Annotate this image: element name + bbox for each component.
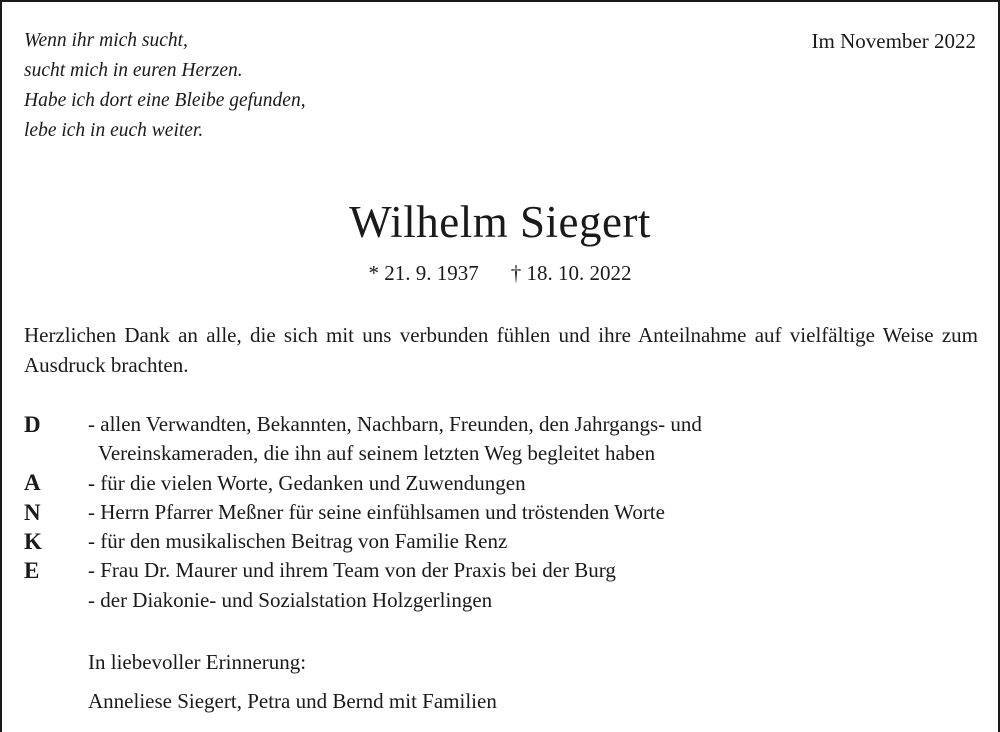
thanks-paragraph: Herzlichen Dank an alle, die sich mit uns verbunden fühlen und ihre Anteilnahme auf vielfältige Weise zum Ausdruck brachten.	[24, 323, 978, 377]
notice-date: Im November 2022	[811, 29, 976, 53]
list-item: - für den musikalischen Beitrag von Familie Renz	[88, 529, 508, 554]
birth-date: * 21. 9. 1937	[368, 261, 479, 285]
danke-letter: A	[24, 470, 41, 496]
list-item: - der Diakonie- und Sozialstation Holzgerlingen	[88, 587, 493, 612]
danke-letter: N	[24, 499, 41, 525]
danke-letter: K	[24, 528, 42, 554]
list-item: Vereinskameraden, die ihn auf seinem letzten Weg begleitet haben	[98, 441, 656, 466]
danke-letter: D	[24, 412, 41, 437]
poem-line: lebe ich in euch weiter.	[24, 120, 204, 141]
list-item: - allen Verwandten, Bekannten, Nachbarn, Freunden, den Jahrgangs- und	[88, 412, 702, 436]
danke-letter: E	[24, 558, 40, 584]
life-dates	[2, 258, 998, 288]
danke-vertical	[24, 410, 48, 585]
poem-line: Habe ich dort eine Bleibe gefunden,	[24, 90, 306, 111]
poem-line: Wenn ihr mich sucht,	[24, 30, 188, 51]
family-signature: Anneliese Siegert, Petra und Bernd mit Familien	[88, 689, 497, 713]
list-item: - Frau Dr. Maurer und ihrem Team von der Praxis bei der Burg	[88, 558, 616, 583]
poem	[24, 26, 306, 146]
closing-line: In liebevoller Erinnerung:	[88, 650, 307, 674]
list-item: - Herrn Pfarrer Meßner für seine einfühlsamen und tröstenden Worte	[88, 499, 665, 524]
death-date: † 18. 10. 2022	[510, 261, 632, 285]
deceased-name: Wilhelm Siegert	[349, 197, 651, 247]
list-item: - für die vielen Worte, Gedanken und Zuwendungen	[88, 470, 526, 495]
poem-line: sucht mich in euren Herzen.	[24, 60, 243, 81]
thanks-list	[88, 410, 702, 615]
